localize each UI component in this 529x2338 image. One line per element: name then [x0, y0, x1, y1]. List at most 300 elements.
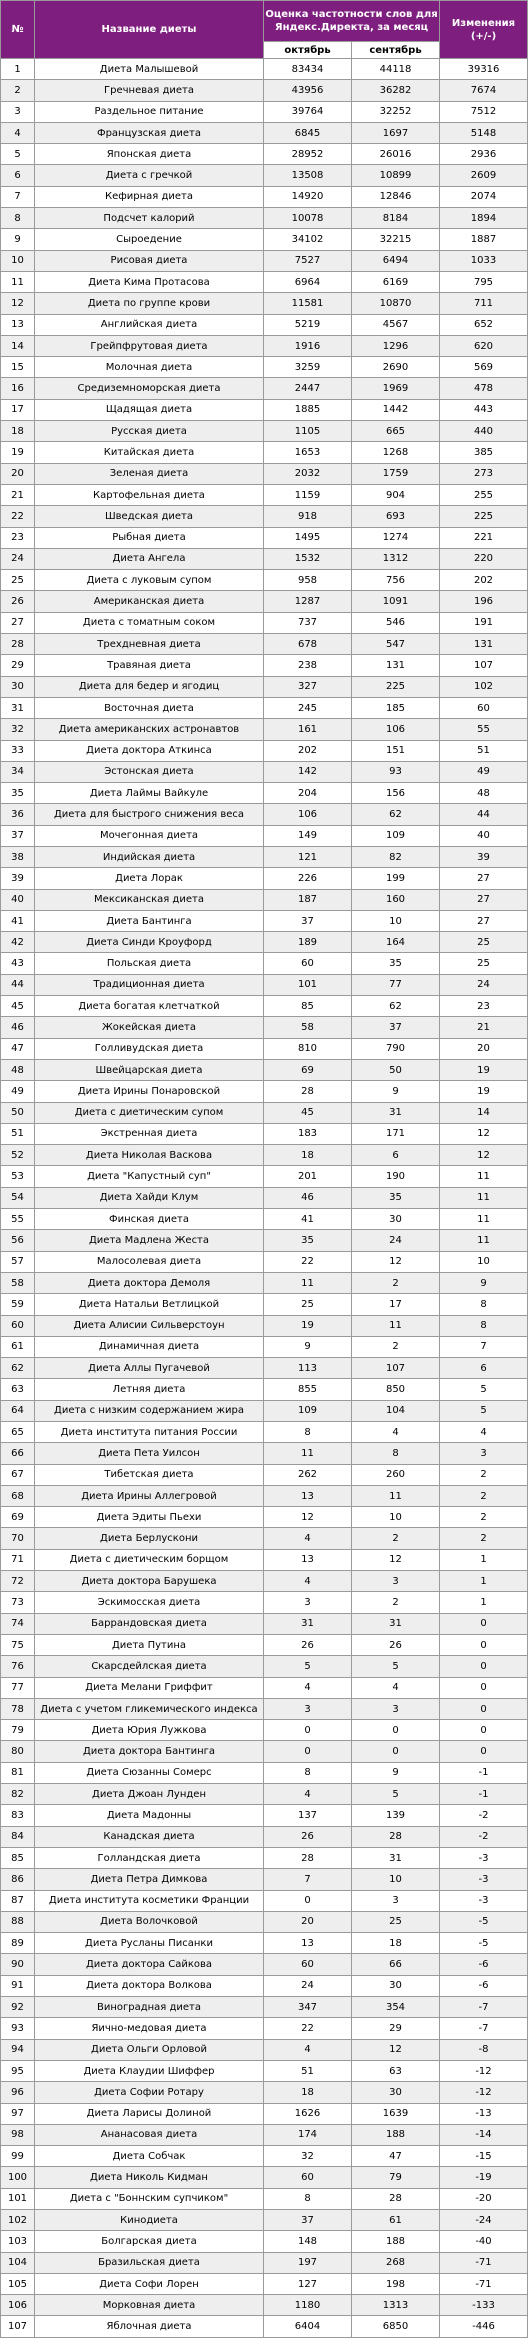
cell-change: 1: [440, 1571, 528, 1592]
cell-number: 11: [1, 271, 35, 292]
cell-number: 57: [1, 1251, 35, 1272]
cell-number: 80: [1, 1741, 35, 1762]
cell-number: 39: [1, 868, 35, 889]
cell-change: -24: [440, 2209, 528, 2230]
cell-diet-name: Диета Ольги Орловой: [35, 2039, 264, 2060]
cell-diet-name: Диета доктора Барушека: [35, 1571, 264, 1592]
cell-number: 15: [1, 357, 35, 378]
cell-october: 60: [264, 953, 352, 974]
table-row: [1, 59, 528, 80]
cell-change: -3: [440, 1869, 528, 1890]
cell-october: 327: [264, 676, 352, 697]
cell-diet-name: Диета Аллы Пугачевой: [35, 1358, 264, 1379]
cell-september: 63: [352, 2060, 440, 2081]
cell-number: 45: [1, 996, 35, 1017]
cell-number: 91: [1, 1975, 35, 1996]
table-row: [1, 548, 528, 569]
cell-number: 55: [1, 1209, 35, 1230]
cell-diet-name: Сыроедение: [35, 229, 264, 250]
table-row: [1, 1336, 528, 1357]
cell-september: 26016: [352, 144, 440, 165]
cell-change: 44: [440, 804, 528, 825]
table-row: [1, 1443, 528, 1464]
cell-number: 52: [1, 1145, 35, 1166]
cell-october: 1626: [264, 2103, 352, 2124]
cell-diet-name: Мексиканская диета: [35, 889, 264, 910]
cell-number: 95: [1, 2060, 35, 2081]
cell-diet-name: Финская диета: [35, 1209, 264, 1230]
cell-change: 9: [440, 1272, 528, 1293]
cell-diet-name: Голландская диета: [35, 1847, 264, 1868]
cell-number: 70: [1, 1528, 35, 1549]
table-row: [1, 1528, 528, 1549]
cell-september: 3: [352, 1698, 440, 1719]
table-row: [1, 1549, 528, 1570]
cell-change: -3: [440, 1847, 528, 1868]
header-change: Изменения (+/-): [440, 1, 528, 59]
cell-number: 81: [1, 1762, 35, 1783]
table-row: [1, 1422, 528, 1443]
cell-change: 620: [440, 335, 528, 356]
cell-october: 855: [264, 1379, 352, 1400]
cell-change: 0: [440, 1677, 528, 1698]
cell-october: 69: [264, 1059, 352, 1080]
cell-october: 11581: [264, 293, 352, 314]
cell-september: 185: [352, 697, 440, 718]
cell-september: 188: [352, 2124, 440, 2145]
cell-diet-name: Эстонская диета: [35, 761, 264, 782]
cell-diet-name: Диета Малышевой: [35, 59, 264, 80]
cell-diet-name: Динамичная диета: [35, 1336, 264, 1357]
cell-change: 2: [440, 1464, 528, 1485]
cell-diet-name: Рисовая диета: [35, 250, 264, 271]
cell-september: 0: [352, 1741, 440, 1762]
cell-diet-name: Ананасовая диета: [35, 2124, 264, 2145]
header-frequency: Оценка частотности слов для Яндекс.Директа, за месяц: [264, 1, 440, 42]
cell-september: 1312: [352, 548, 440, 569]
table-row: [1, 378, 528, 399]
cell-october: 1495: [264, 527, 352, 548]
cell-september: 1274: [352, 527, 440, 548]
cell-diet-name: Диета Софи Лорен: [35, 2273, 264, 2294]
cell-diet-name: Диета Ирины Аллегровой: [35, 1485, 264, 1506]
cell-diet-name: Диета для быстрого снижения веса: [35, 804, 264, 825]
cell-diet-name: Жокейская диета: [35, 1017, 264, 1038]
cell-change: -3: [440, 1890, 528, 1911]
cell-september: 61: [352, 2209, 440, 2230]
cell-september: 225: [352, 676, 440, 697]
cell-september: 26: [352, 1634, 440, 1655]
cell-change: 27: [440, 889, 528, 910]
cell-number: 84: [1, 1826, 35, 1847]
cell-september: 79: [352, 2167, 440, 2188]
cell-number: 26: [1, 591, 35, 612]
cell-september: 11: [352, 1315, 440, 1336]
cell-october: 7527: [264, 250, 352, 271]
cell-september: 31: [352, 1102, 440, 1123]
cell-october: 13: [264, 1549, 352, 1570]
cell-diet-name: Бразильская диета: [35, 2252, 264, 2273]
cell-diet-name: Диета Мелани Гриффит: [35, 1677, 264, 1698]
cell-september: 4567: [352, 314, 440, 335]
cell-number: 64: [1, 1400, 35, 1421]
cell-diet-name: Польская диета: [35, 953, 264, 974]
cell-change: 1894: [440, 208, 528, 229]
cell-number: 63: [1, 1379, 35, 1400]
cell-change: -5: [440, 1911, 528, 1932]
cell-october: 5219: [264, 314, 352, 335]
cell-number: 53: [1, 1166, 35, 1187]
cell-change: 2: [440, 1507, 528, 1528]
cell-diet-name: Диета богатая клетчаткой: [35, 996, 264, 1017]
cell-diet-name: Баррандовская диета: [35, 1613, 264, 1634]
cell-september: 850: [352, 1379, 440, 1400]
cell-september: 4: [352, 1677, 440, 1698]
cell-change: -19: [440, 2167, 528, 2188]
cell-diet-name: Диета по группе крови: [35, 293, 264, 314]
cell-number: 68: [1, 1485, 35, 1506]
cell-number: 47: [1, 1038, 35, 1059]
cell-diet-name: Восточная диета: [35, 697, 264, 718]
cell-number: 42: [1, 932, 35, 953]
cell-change: 25: [440, 953, 528, 974]
cell-diet-name: Канадская диета: [35, 1826, 264, 1847]
cell-october: 19: [264, 1315, 352, 1336]
cell-number: 33: [1, 740, 35, 761]
cell-number: 101: [1, 2188, 35, 2209]
table-row: [1, 122, 528, 143]
table-row: [1, 1145, 528, 1166]
cell-change: 51: [440, 740, 528, 761]
header-october: октябрь: [264, 42, 352, 59]
cell-october: 22: [264, 1251, 352, 1272]
cell-september: 29: [352, 2018, 440, 2039]
cell-september: 6: [352, 1145, 440, 1166]
cell-september: 107: [352, 1358, 440, 1379]
cell-change: 273: [440, 463, 528, 484]
cell-number: 49: [1, 1081, 35, 1102]
cell-september: 66: [352, 1954, 440, 1975]
table-row: [1, 527, 528, 548]
cell-change: 385: [440, 442, 528, 463]
cell-number: 89: [1, 1933, 35, 1954]
table-row: [1, 1102, 528, 1123]
cell-september: 12846: [352, 186, 440, 207]
cell-october: 201: [264, 1166, 352, 1187]
cell-october: 137: [264, 1805, 352, 1826]
table-row: [1, 442, 528, 463]
cell-change: -6: [440, 1975, 528, 1996]
cell-change: 1: [440, 1549, 528, 1570]
table-row: [1, 1890, 528, 1911]
cell-change: 11: [440, 1209, 528, 1230]
cell-diet-name: Английская диета: [35, 314, 264, 335]
cell-change: 40: [440, 825, 528, 846]
cell-change: 196: [440, 591, 528, 612]
cell-diet-name: Диета Мадлена Жеста: [35, 1230, 264, 1251]
table-row: [1, 910, 528, 931]
cell-number: 37: [1, 825, 35, 846]
cell-september: 44118: [352, 59, 440, 80]
cell-diet-name: Малосолевая диета: [35, 1251, 264, 1272]
cell-change: 2: [440, 1485, 528, 1506]
cell-change: 27: [440, 868, 528, 889]
cell-diet-name: Диета доктора Демоля: [35, 1272, 264, 1293]
cell-diet-name: Диета института косметики Франции: [35, 1890, 264, 1911]
cell-change: 102: [440, 676, 528, 697]
table-row: [1, 1571, 528, 1592]
cell-number: 104: [1, 2252, 35, 2273]
cell-october: 4: [264, 1528, 352, 1549]
cell-number: 25: [1, 570, 35, 591]
cell-diet-name: Диета для бедер и ягодиц: [35, 676, 264, 697]
header-september: сентябрь: [352, 42, 440, 59]
cell-september: 0: [352, 1720, 440, 1741]
cell-number: 67: [1, 1464, 35, 1485]
cell-diet-name: Диета с диетическим супом: [35, 1102, 264, 1123]
cell-change: 2609: [440, 165, 528, 186]
cell-september: 50: [352, 1059, 440, 1080]
cell-september: 160: [352, 889, 440, 910]
cell-change: 107: [440, 655, 528, 676]
cell-september: 756: [352, 570, 440, 591]
cell-change: 55: [440, 719, 528, 740]
cell-change: -133: [440, 2295, 528, 2316]
cell-number: 51: [1, 1123, 35, 1144]
cell-september: 2: [352, 1528, 440, 1549]
cell-september: 4: [352, 1422, 440, 1443]
cell-change: 202: [440, 570, 528, 591]
cell-october: 35: [264, 1230, 352, 1251]
cell-diet-name: Мочегонная диета: [35, 825, 264, 846]
cell-number: 22: [1, 506, 35, 527]
cell-number: 97: [1, 2103, 35, 2124]
cell-september: 9: [352, 1762, 440, 1783]
cell-september: 30: [352, 1209, 440, 1230]
cell-number: 92: [1, 1997, 35, 2018]
cell-september: 47: [352, 2146, 440, 2167]
cell-october: 60: [264, 2167, 352, 2188]
cell-september: 35: [352, 953, 440, 974]
cell-september: 8184: [352, 208, 440, 229]
cell-number: 5: [1, 144, 35, 165]
cell-october: 22: [264, 2018, 352, 2039]
table-row: [1, 761, 528, 782]
cell-change: 14: [440, 1102, 528, 1123]
cell-october: 45: [264, 1102, 352, 1123]
cell-october: 13508: [264, 165, 352, 186]
cell-september: 1697: [352, 122, 440, 143]
cell-change: 443: [440, 399, 528, 420]
cell-september: 109: [352, 825, 440, 846]
cell-change: 5: [440, 1379, 528, 1400]
cell-diet-name: Картофельная диета: [35, 484, 264, 505]
cell-diet-name: Диета Лаймы Вайкуле: [35, 783, 264, 804]
cell-diet-name: Диета Русланы Писанки: [35, 1933, 264, 1954]
cell-change: 440: [440, 421, 528, 442]
table-row: [1, 1081, 528, 1102]
cell-october: 37: [264, 910, 352, 931]
table-row: [1, 1805, 528, 1826]
cell-october: 4: [264, 1571, 352, 1592]
table-row: [1, 1762, 528, 1783]
table-row: [1, 697, 528, 718]
cell-september: 9: [352, 1081, 440, 1102]
table-row: [1, 1592, 528, 1613]
cell-september: 11: [352, 1485, 440, 1506]
cell-change: -40: [440, 2231, 528, 2252]
table-row: [1, 463, 528, 484]
cell-change: 21: [440, 1017, 528, 1038]
cell-october: 197: [264, 2252, 352, 2273]
cell-september: 8: [352, 1443, 440, 1464]
cell-number: 31: [1, 697, 35, 718]
table-row: [1, 1358, 528, 1379]
cell-september: 12: [352, 2039, 440, 2060]
cell-diet-name: Диета Хайди Клум: [35, 1187, 264, 1208]
cell-diet-name: Яично-медовая диета: [35, 2018, 264, 2039]
cell-change: 39: [440, 846, 528, 867]
cell-october: 1287: [264, 591, 352, 612]
cell-number: 71: [1, 1549, 35, 1570]
cell-september: 24: [352, 1230, 440, 1251]
cell-change: -446: [440, 2316, 528, 2337]
cell-september: 3: [352, 1571, 440, 1592]
cell-october: 142: [264, 761, 352, 782]
cell-september: 190: [352, 1166, 440, 1187]
cell-number: 48: [1, 1059, 35, 1080]
cell-october: 121: [264, 846, 352, 867]
cell-diet-name: Диета Петра Димкова: [35, 1869, 264, 1890]
cell-october: 106: [264, 804, 352, 825]
cell-october: 1532: [264, 548, 352, 569]
cell-october: 0: [264, 1741, 352, 1762]
table-row: [1, 1400, 528, 1421]
table-row: [1, 1677, 528, 1698]
cell-september: 2: [352, 1272, 440, 1293]
cell-number: 1: [1, 59, 35, 80]
cell-change: 19: [440, 1081, 528, 1102]
cell-october: 9: [264, 1336, 352, 1357]
cell-number: 3: [1, 101, 35, 122]
cell-september: 6169: [352, 271, 440, 292]
cell-change: -14: [440, 2124, 528, 2145]
cell-change: 0: [440, 1656, 528, 1677]
cell-change: 0: [440, 1698, 528, 1719]
cell-diet-name: Молочная диета: [35, 357, 264, 378]
cell-number: 65: [1, 1422, 35, 1443]
cell-change: 7674: [440, 80, 528, 101]
cell-september: 156: [352, 783, 440, 804]
cell-change: 0: [440, 1613, 528, 1634]
cell-diet-name: Морковная диета: [35, 2295, 264, 2316]
cell-october: 3: [264, 1698, 352, 1719]
cell-diet-name: Японская диета: [35, 144, 264, 165]
cell-number: 20: [1, 463, 35, 484]
cell-september: 32252: [352, 101, 440, 122]
table-row: [1, 1720, 528, 1741]
table-row: [1, 2295, 528, 2316]
cell-number: 32: [1, 719, 35, 740]
cell-diet-name: Китайская диета: [35, 442, 264, 463]
cell-number: 35: [1, 783, 35, 804]
cell-september: 10: [352, 910, 440, 931]
cell-number: 50: [1, 1102, 35, 1123]
cell-number: 94: [1, 2039, 35, 2060]
cell-october: 8: [264, 1762, 352, 1783]
cell-diet-name: Кинодиета: [35, 2209, 264, 2230]
cell-october: 174: [264, 2124, 352, 2145]
cell-september: 164: [352, 932, 440, 953]
cell-change: 1887: [440, 229, 528, 250]
cell-diet-name: Диета Бантинга: [35, 910, 264, 931]
cell-diet-name: Диета Софии Ротару: [35, 2082, 264, 2103]
cell-october: 85: [264, 996, 352, 1017]
cell-change: 255: [440, 484, 528, 505]
table-row: [1, 1187, 528, 1208]
cell-change: -13: [440, 2103, 528, 2124]
cell-diet-name: Диета Лорак: [35, 868, 264, 889]
cell-change: -15: [440, 2146, 528, 2167]
cell-october: 109: [264, 1400, 352, 1421]
cell-september: 10870: [352, 293, 440, 314]
cell-number: 74: [1, 1613, 35, 1634]
cell-october: 347: [264, 1997, 352, 2018]
cell-number: 77: [1, 1677, 35, 1698]
cell-diet-name: Диета Синди Кроуфорд: [35, 932, 264, 953]
table-row: [1, 250, 528, 271]
cell-change: 24: [440, 974, 528, 995]
table-row: [1, 2124, 528, 2145]
cell-number: 29: [1, 655, 35, 676]
cell-diet-name: Диета Клаудии Шиффер: [35, 2060, 264, 2081]
cell-diet-name: Диета Кима Протасова: [35, 271, 264, 292]
table-row: [1, 740, 528, 761]
cell-change: 5: [440, 1400, 528, 1421]
cell-change: 23: [440, 996, 528, 1017]
cell-october: 18: [264, 2082, 352, 2103]
cell-september: 18: [352, 1933, 440, 1954]
cell-number: 6: [1, 165, 35, 186]
cell-september: 546: [352, 612, 440, 633]
cell-number: 4: [1, 122, 35, 143]
cell-october: 31: [264, 1613, 352, 1634]
cell-number: 12: [1, 293, 35, 314]
cell-change: -1: [440, 1762, 528, 1783]
table-row: [1, 634, 528, 655]
cell-diet-name: Рыбная диета: [35, 527, 264, 548]
table-row: [1, 1826, 528, 1847]
cell-october: 8: [264, 2188, 352, 2209]
cell-october: 161: [264, 719, 352, 740]
cell-diet-name: Подсчет калорий: [35, 208, 264, 229]
cell-change: -7: [440, 2018, 528, 2039]
cell-number: 21: [1, 484, 35, 505]
table-row: [1, 357, 528, 378]
cell-september: 93: [352, 761, 440, 782]
cell-september: 171: [352, 1123, 440, 1144]
table-row: [1, 2188, 528, 2209]
cell-october: 0: [264, 1720, 352, 1741]
cell-september: 28: [352, 2188, 440, 2209]
table-row: [1, 421, 528, 442]
cell-diet-name: Индийская диета: [35, 846, 264, 867]
cell-number: 8: [1, 208, 35, 229]
cell-number: 86: [1, 1869, 35, 1890]
cell-number: 30: [1, 676, 35, 697]
table-row: [1, 2060, 528, 2081]
cell-diet-name: Кефирная диета: [35, 186, 264, 207]
